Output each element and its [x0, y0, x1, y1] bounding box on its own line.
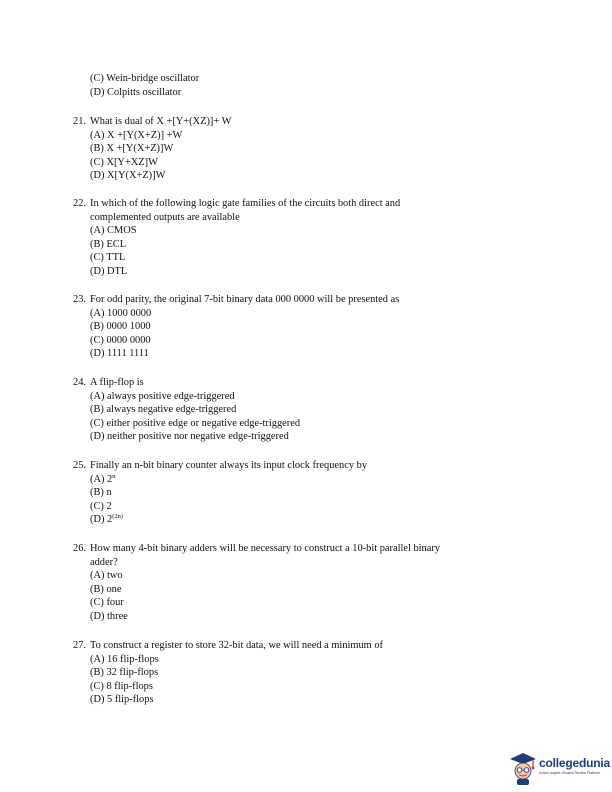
option-c: (C) 8 flip-flops	[90, 680, 153, 692]
option-b: (B) n	[90, 487, 112, 499]
question-stem	[73, 293, 513, 307]
question-text-continued: adder?	[90, 556, 118, 568]
logo-wordmark: collegedunia	[539, 756, 610, 770]
option-c: (C) TTL	[90, 252, 126, 264]
option-d: (D) neither positive nor negative edge-triggered	[90, 431, 289, 443]
question-number: 23.	[73, 294, 86, 305]
option-c: (C) Wein-bridge oscillator	[90, 73, 200, 84]
option-c: (C) 0000 0000	[90, 334, 151, 346]
question-24	[73, 376, 513, 444]
option-a: (A) X +[Y(X+Z)] +W	[90, 129, 183, 141]
option-d: (D) three	[90, 610, 128, 622]
question-stem	[73, 197, 513, 224]
option-a-base: (A) 2	[90, 473, 113, 485]
option-d: (D) 1111 1111	[90, 348, 149, 360]
question-21	[73, 115, 513, 183]
question-stem	[73, 376, 513, 390]
question-stem	[73, 542, 513, 569]
question-number: 27.	[73, 640, 86, 651]
option-a: (A) CMOS	[90, 225, 137, 237]
option-d: (D) Colpitts oscillator	[90, 86, 182, 98]
question-text: To construct a register to store 32-bit data, we will need a minimum of	[90, 640, 384, 651]
question-stem	[73, 115, 513, 129]
question-27	[73, 639, 513, 707]
question-text: How many 4-bit binary adders will be necessary to construct a 10-bit parallel binary	[90, 543, 440, 554]
option-a: (A) always positive edge-triggered	[90, 390, 235, 402]
option-a-exponent: n	[112, 472, 116, 480]
option-c: (C) 2	[90, 500, 112, 512]
question-22	[73, 197, 513, 279]
option-a	[73, 473, 513, 487]
option-b: (B) 32 flip-flops	[90, 667, 159, 679]
question-number: 26.	[73, 543, 86, 554]
question-text-continued: complemented outputs are available	[90, 211, 240, 223]
question-number: 22.	[73, 198, 86, 209]
question-stem	[73, 639, 513, 653]
option-d: (D) X[Y(X+Z)]W	[90, 170, 166, 182]
question-number: 21.	[73, 116, 86, 127]
question-text: For odd parity, the original 7-bit binary data 000 0000 will be presented as	[90, 294, 400, 305]
question-25	[73, 459, 513, 527]
option-d: (D) DTL	[90, 265, 128, 277]
question-26	[73, 542, 513, 624]
question-number: 25.	[73, 460, 86, 471]
option-a: (A) 16 flip-flops	[90, 653, 159, 665]
logo-tagline: India's largest Student Review Platform	[539, 771, 600, 775]
question-number: 24.	[73, 377, 86, 388]
question-text: What is dual of X +[Y+(XZ)]+ W	[90, 116, 232, 127]
question-text: A flip-flop is	[90, 377, 144, 388]
question-20-continued	[73, 72, 513, 99]
option-b: (B) X +[Y(X+Z)]W	[90, 143, 174, 155]
graduate-mascot-icon	[509, 752, 537, 786]
option-c: (C) X[Y+XZ]W	[90, 156, 158, 168]
question-stem	[73, 459, 513, 473]
option-b: (B) 0000 1000	[90, 321, 151, 333]
option-d	[73, 513, 513, 527]
option-b: (B) always negative edge-triggered	[90, 404, 237, 416]
question-23	[73, 293, 513, 361]
option-c: (C) either positive edge or negative edge-triggered	[90, 417, 301, 429]
collegedunia-logo	[509, 750, 609, 786]
option-a: (A) two	[90, 570, 123, 582]
question-text: Finally an n-bit binary counter always its input clock frequency by	[90, 460, 368, 471]
option-c: (C) four	[90, 597, 124, 609]
option-d-base: (D) 2	[90, 514, 113, 526]
option-d-exponent: (2n)	[112, 513, 124, 521]
question-text: In which of the following logic gate families of the circuits both direct and	[90, 198, 401, 209]
option-b: (B) one	[90, 583, 122, 595]
option-d: (D) 5 flip-flops	[90, 694, 154, 706]
option-b: (B) ECL	[90, 238, 127, 250]
option-a: (A) 1000 0000	[90, 307, 152, 319]
